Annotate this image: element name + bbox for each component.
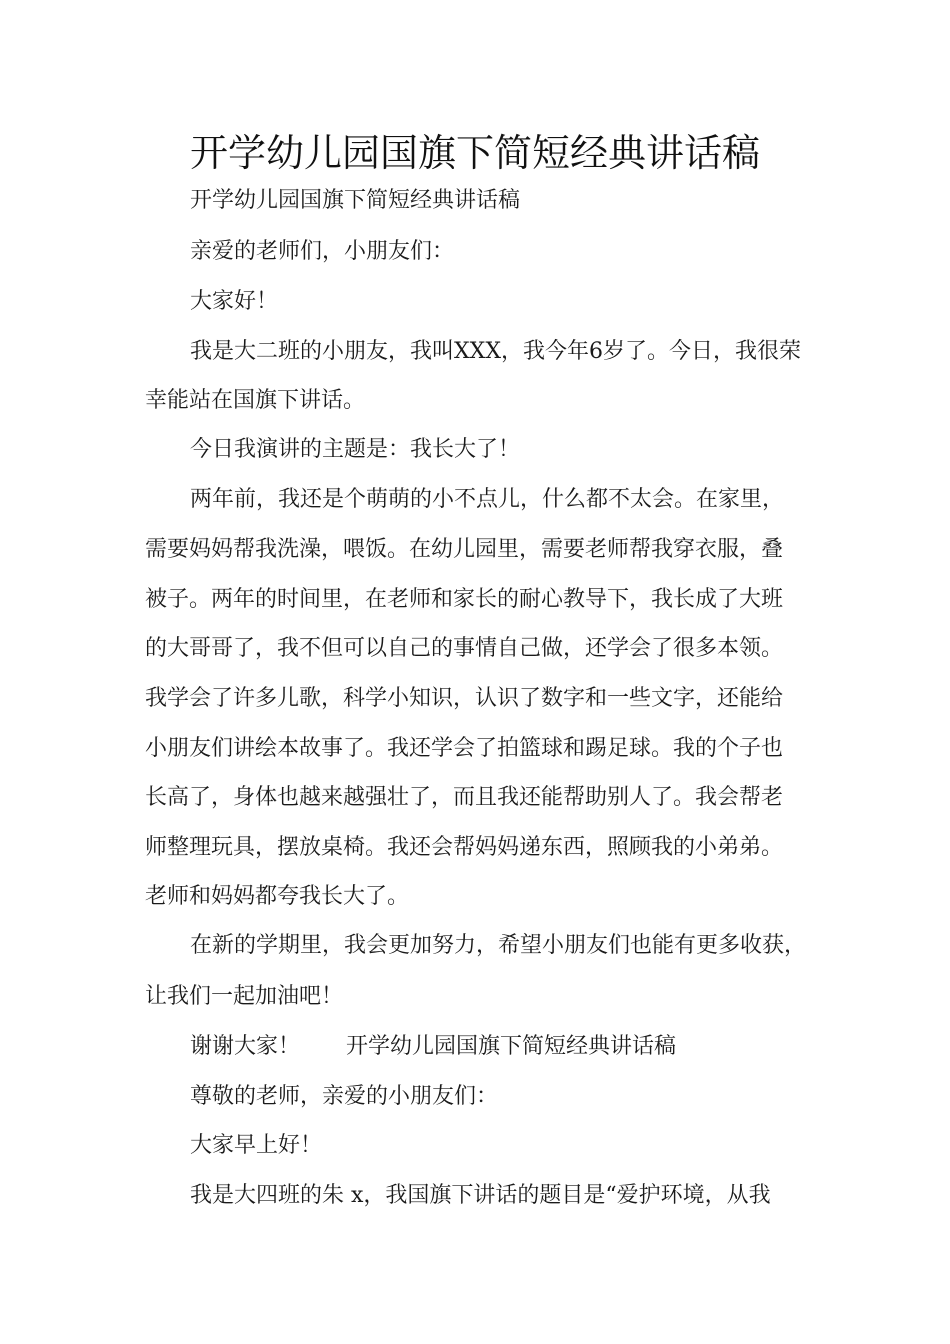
- paragraph-line: 我是大四班的朱 x，我国旗下讲话的题目是“爱护环境，从我: [190, 1183, 771, 1208]
- subtitle-line: 开学幼儿园国旗下简短经典讲话稿: [190, 188, 521, 213]
- document-title: 开学幼儿园国旗下简短经典讲话稿: [189, 131, 760, 175]
- paragraph-line: 大家好！: [190, 289, 279, 314]
- second-speech-title: 开学幼儿园国旗下简短经典讲话稿: [346, 1034, 677, 1059]
- paragraph-line: 大家早上好！: [190, 1133, 323, 1158]
- paragraph-line: 我学会了许多儿歌，科学小知识，认识了数字和一些文字，还能给: [145, 686, 784, 711]
- paragraph-line: 在新的学期里，我会更加努力，希望小朋友们也能有更多收获，: [190, 933, 807, 958]
- paragraph-line: 让我们一起加油吧！: [145, 984, 344, 1009]
- paragraph-line: 我是大二班的小朋友，我叫XXX，我今年6岁了。今日，我很荣: [190, 339, 801, 364]
- paragraph-line: 两年前，我还是个萌萌的小不点儿，什么都不太会。在家里，: [190, 487, 785, 512]
- paragraph-line: 亲爱的老师们，小朋友们：: [190, 239, 455, 264]
- paragraph-line: 幸能站在国旗下讲话。: [145, 388, 366, 413]
- paragraph-line: 老师和妈妈都夸我长大了。: [145, 884, 410, 909]
- paragraph-line: 今日我演讲的主题是：我长大了！: [190, 437, 521, 462]
- paragraph-line: 小朋友们讲绘本故事了。我还学会了拍篮球和踢足球。我的个子也: [145, 736, 784, 761]
- paragraph-line: 长高了，身体也越来越强壮了，而且我还能帮助别人了。我会帮老: [145, 785, 784, 810]
- paragraph-line: 的大哥哥了，我不但可以自己的事情自己做，还学会了很多本领。: [145, 636, 784, 661]
- paragraph-line: 需要妈妈帮我洗澡，喂饭。在幼儿园里，需要老师帮我穿衣服，叠: [145, 537, 784, 562]
- paragraph-line: [190, 1032, 676, 1062]
- paragraph-line: 师整理玩具，摆放桌椅。我还会帮妈妈递东西，照顾我的小弟弟。: [145, 835, 784, 860]
- paragraph-line: 被子。两年的时间里，在老师和家长的耐心教导下，我长成了大班: [145, 587, 784, 612]
- thanks-text: 谢谢大家！: [190, 1034, 301, 1059]
- paragraph-line: 尊敬的老师，亲爱的小朋友们：: [190, 1084, 499, 1109]
